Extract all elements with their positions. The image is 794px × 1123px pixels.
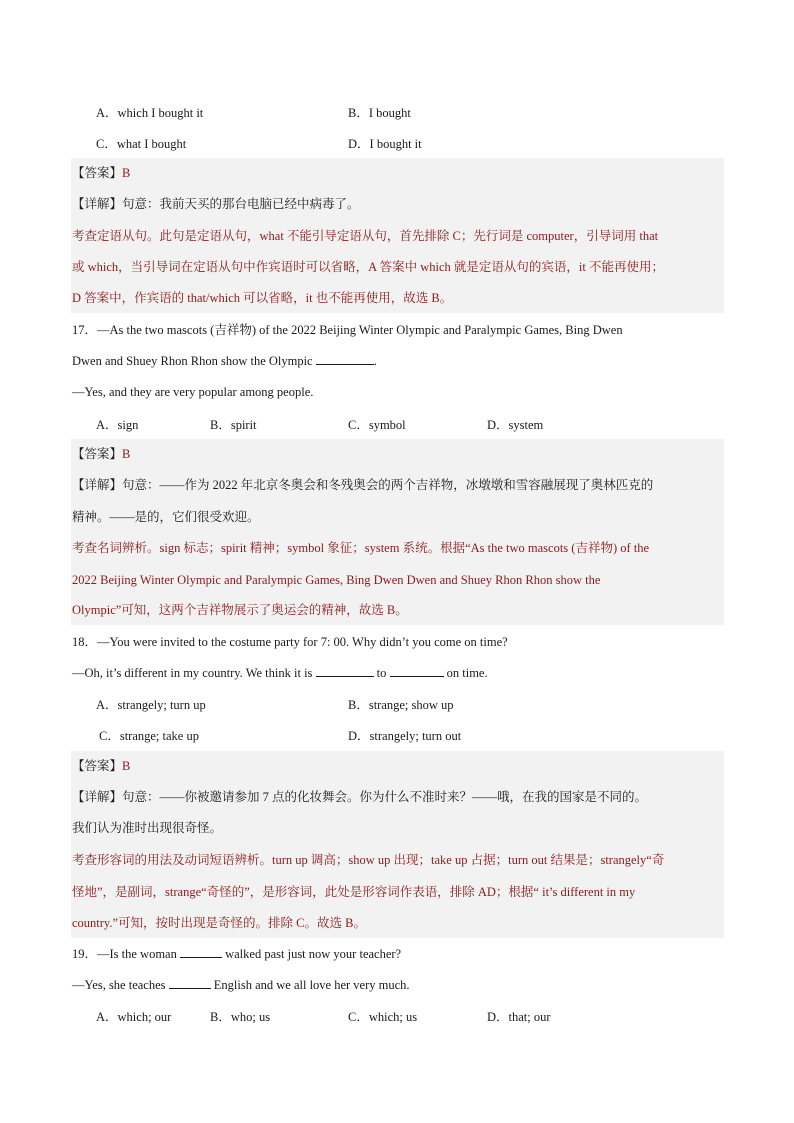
q18-analysis-line-2: 怪地”，是副词，strange“奇怪的”，是形容词，此处是形容词作表语，排除 AD；根据“ it’s different in my bbox=[72, 885, 636, 899]
q17-answer-line bbox=[72, 446, 130, 462]
q19-option-d: D．that; our bbox=[487, 1010, 551, 1024]
q19-option-c: C．which; us bbox=[348, 1010, 418, 1024]
q17-option-a: A．sign bbox=[96, 418, 139, 432]
q17-option-d: D．system bbox=[487, 418, 544, 432]
answer-blank bbox=[180, 946, 222, 958]
q18-option-c: C．strange; take up bbox=[99, 729, 199, 743]
q16-analysis-line-1: 考查定语从句。此句是定语从句，what 不能引导定语从句，首先排除 C；先行词是 computer，引导词用 that bbox=[72, 229, 659, 243]
q16-analysis-line-2: 或 which，当引导词在定语从句中作宾语时可以省略，A 答案中 which 就是定语从句的宾语，it 不能再使用； bbox=[72, 260, 665, 274]
q16-option-c: C．what I bought bbox=[96, 137, 187, 151]
answer-value: B bbox=[122, 166, 131, 180]
q18-option-a: A．strangely; turn up bbox=[96, 698, 206, 712]
q18-detail-line-2: 我们认为准时出现很奇怪。 bbox=[72, 821, 223, 835]
q18-option-b: B．strange; show up bbox=[348, 698, 454, 712]
answer-value: B bbox=[122, 447, 131, 461]
q19-option-b: B．who; us bbox=[210, 1010, 271, 1024]
answer-label: 【答案】 bbox=[72, 166, 123, 180]
q19-stem-line-2: —Yes, she teaches English and we all love her very much. bbox=[72, 978, 410, 992]
answer-blank bbox=[390, 665, 444, 677]
q17-stem-line-2: Dwen and Shuey Rhon Rhon show the Olympic . bbox=[72, 354, 377, 368]
q18-answer-line bbox=[72, 758, 130, 774]
answer-label: 【答案】 bbox=[72, 759, 123, 773]
q18-analysis-line-1: 考查形容词的用法及动词短语辨析。turn up 调高；show up 出现；take up 占据；turn out 结果是；strangely“奇 bbox=[72, 853, 665, 867]
q16-option-d: D．I bought it bbox=[348, 137, 422, 151]
q16-answer-line bbox=[72, 165, 130, 181]
q16-option-a: A．which I bought it bbox=[96, 106, 204, 120]
detail-label: 【详解】 bbox=[72, 478, 123, 492]
answer-blank bbox=[169, 977, 211, 989]
answer-blank bbox=[316, 353, 374, 365]
answer-label: 【答案】 bbox=[72, 447, 123, 461]
q17-detail-line-2: 精神。——是的，它们很受欢迎。 bbox=[72, 510, 260, 524]
q16-option-b: B．I bought bbox=[348, 106, 411, 120]
q16-analysis-line-3: D 答案中，作宾语的 that/which 可以省略，it 也不能再使用，故选 B。 bbox=[72, 291, 453, 305]
q17-stem-line-3: —Yes, and they are very popular among people. bbox=[72, 385, 314, 399]
detail-text: 句意：——作为 2022 年北京冬奥会和冬残奥会的两个吉祥物，冰墩墩和雪容融展现了奥林匹克的 bbox=[122, 478, 654, 492]
q19-stem-line-1: 19．—Is the woman walked past just now your teacher? bbox=[72, 947, 402, 961]
q17-analysis-line-1: 考查名词辨析。sign 标志；spirit 精神；symbol 象征；system 系统。根据“As the two mascots (吉祥物) of the bbox=[72, 541, 650, 555]
q18-analysis-line-3: country.”可知，按时出现是奇怪的。排除 C。故选 B。 bbox=[72, 916, 366, 930]
detail-label: 【详解】 bbox=[72, 197, 123, 211]
q19-option-a: A．which; our bbox=[96, 1010, 172, 1024]
q17-option-c: C．symbol bbox=[348, 418, 406, 432]
q17-analysis-line-2: 2022 Beijing Winter Olympic and Paralympic Games, Bing Dwen Dwen and Shuey Rhon Rhon show the bbox=[72, 573, 601, 587]
q18-stem-line-2: —Oh, it’s different in my country. We think it is to on time. bbox=[72, 666, 488, 680]
detail-text: 句意：——你被邀请参加 7 点的化妆舞会。你为什么不准时来？——哦，在我的国家是不同的。 bbox=[122, 790, 648, 804]
q18-detail-line bbox=[72, 789, 647, 805]
q17-analysis-line-3: Olympic”可知，这两个吉祥物展示了奥运会的精神，故选 B。 bbox=[72, 603, 408, 617]
q16-detail-line bbox=[72, 196, 360, 212]
answer-value: B bbox=[122, 759, 131, 773]
detail-text: 句意：我前天买的那台电脑已经中病毒了。 bbox=[122, 197, 360, 211]
detail-label: 【详解】 bbox=[72, 790, 123, 804]
q17-option-b: B．spirit bbox=[210, 418, 257, 432]
q17-answer-box bbox=[71, 439, 724, 625]
answer-blank bbox=[316, 665, 374, 677]
q17-detail-line bbox=[72, 477, 653, 493]
q18-stem-line-1: 18．—You were invited to the costume party for 7: 00. Why didn’t you come on time? bbox=[72, 635, 508, 649]
q18-answer-box bbox=[71, 751, 724, 938]
q18-option-d: D．strangely; turn out bbox=[348, 729, 462, 743]
q17-stem-line-1: 17．—As the two mascots (吉祥物) of the 2022 Beijing Winter Olympic and Paralympic Games, Bing Dwen bbox=[72, 323, 623, 337]
